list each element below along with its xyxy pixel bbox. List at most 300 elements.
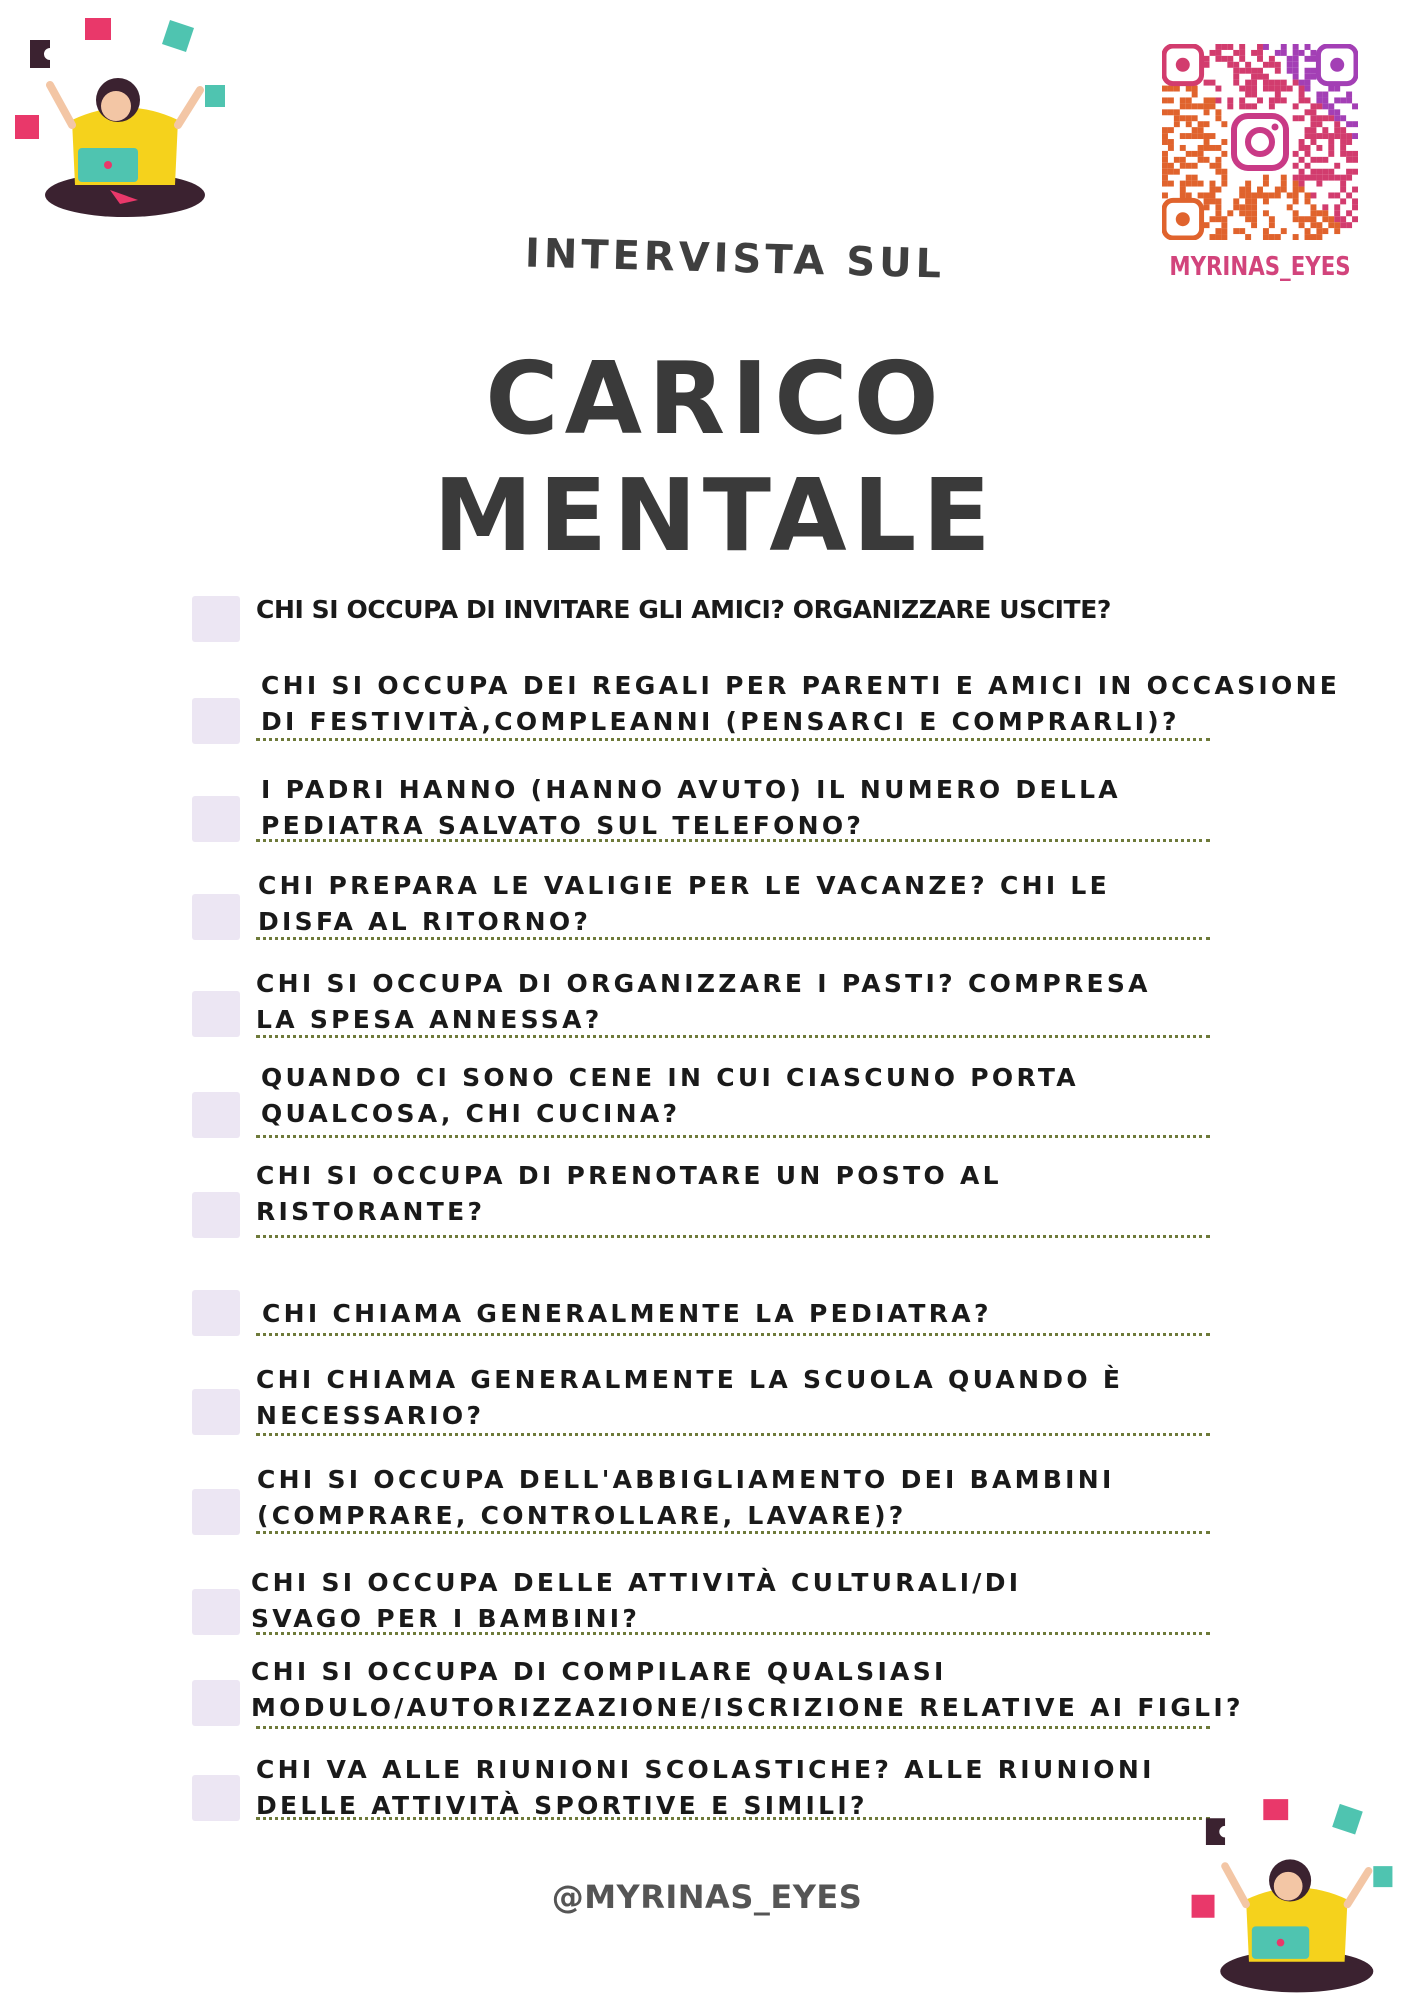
qr-module: [1281, 50, 1287, 56]
question-text: [256, 1158, 1002, 1230]
qr-module: [1281, 181, 1287, 187]
qr-module: [1269, 86, 1275, 92]
qr-module: [1316, 145, 1322, 151]
qr-module: [1239, 97, 1245, 103]
question-line: MODULO/AUTORIZZAZIONE/ISCRIZIONE RELATIVE AI FIGLI?: [251, 1693, 1244, 1722]
qr-module: [1328, 86, 1334, 92]
qr-module: [1257, 187, 1263, 193]
qr-module: [1180, 163, 1186, 169]
qr-module: [1334, 222, 1340, 228]
qr-module: [1322, 115, 1328, 121]
qr-module: [1215, 198, 1221, 204]
qr-module: [1316, 92, 1322, 98]
qr-module: [1328, 139, 1334, 145]
qr-module: [1310, 127, 1316, 133]
qr-module: [1239, 50, 1245, 56]
qr-module: [1227, 62, 1233, 68]
qr-module: [1192, 86, 1198, 92]
question-text: [256, 1752, 1155, 1824]
qr-module: [1322, 169, 1328, 175]
qr-module: [1334, 133, 1340, 139]
qr-module: [1275, 187, 1281, 193]
qr-module: [1239, 56, 1245, 62]
qr-module: [1186, 103, 1192, 109]
qr-module: [1245, 187, 1251, 193]
qr-module: [1334, 86, 1340, 92]
qr-module: [1227, 56, 1233, 62]
qr-module: [1334, 127, 1340, 133]
qr-module: [1210, 80, 1216, 86]
qr-module: [1221, 222, 1227, 228]
qr-module: [1221, 228, 1227, 234]
qr-module: [1269, 192, 1275, 198]
qr-module: [1322, 175, 1328, 181]
qr-module: [1162, 97, 1168, 103]
qr-module: [1239, 204, 1245, 210]
qr-module: [1293, 80, 1299, 86]
qr-finder-icon: [1164, 200, 1202, 238]
qr-module: [1221, 175, 1227, 181]
qr-module: [1251, 198, 1257, 204]
qr-module: [1352, 204, 1358, 210]
qr-module: [1162, 151, 1168, 157]
qr-module: [1263, 234, 1269, 240]
question-text: [261, 668, 1340, 740]
qr-module: [1245, 234, 1251, 240]
checkbox[interactable]: [192, 796, 240, 842]
qr-module: [1180, 97, 1186, 103]
qr-module: [1275, 68, 1281, 74]
qr-module: [1346, 222, 1352, 228]
qr-module: [1215, 56, 1221, 62]
qr-module: [1334, 109, 1340, 115]
qr-module: [1322, 204, 1328, 210]
qr-module: [1221, 216, 1227, 222]
qr-module: [1340, 145, 1346, 151]
qr-module: [1251, 86, 1257, 92]
qr-module: [1162, 139, 1168, 145]
checkbox[interactable]: [192, 596, 240, 642]
qr-module: [1239, 228, 1245, 234]
qr-module: [1192, 175, 1198, 181]
qr-module: [1310, 216, 1316, 222]
qr-module: [1310, 50, 1316, 56]
qr-module: [1204, 103, 1210, 109]
qr-module: [1275, 234, 1281, 240]
qr-module: [1352, 187, 1358, 193]
qr-module: [1340, 216, 1346, 222]
qr-module: [1162, 127, 1168, 133]
qr-module: [1162, 163, 1168, 169]
qr-module: [1310, 109, 1316, 115]
qr-module: [1322, 92, 1328, 98]
qr-module: [1316, 222, 1322, 228]
qr-module: [1281, 187, 1287, 193]
qr-module: [1186, 97, 1192, 103]
qr-module: [1204, 97, 1210, 103]
qr-module: [1299, 169, 1305, 175]
qr-module: [1281, 228, 1287, 234]
qr-module: [1299, 181, 1305, 187]
qr-module: [1204, 145, 1210, 151]
qr-module: [1275, 80, 1281, 86]
qr-module: [1162, 175, 1168, 181]
qr-module: [1210, 198, 1216, 204]
qr-module: [1310, 169, 1316, 175]
qr-module: [1340, 127, 1346, 133]
qr-module: [1215, 109, 1221, 115]
qr-module: [1192, 181, 1198, 187]
qr-module: [1221, 169, 1227, 175]
qr-module: [1310, 68, 1316, 74]
qr-module: [1251, 68, 1257, 74]
qr-module: [1198, 127, 1204, 133]
qr-module: [1245, 198, 1251, 204]
dotted-answer-line: [256, 1726, 1210, 1729]
qr-module: [1334, 216, 1340, 222]
qr-module: [1233, 74, 1239, 80]
qr-module: [1215, 145, 1221, 151]
qr-module: [1192, 133, 1198, 139]
qr-module: [1293, 50, 1299, 56]
qr-module: [1328, 175, 1334, 181]
qr-module: [1299, 175, 1305, 181]
qr-module: [1316, 175, 1322, 181]
qr-module: [1310, 222, 1316, 228]
qr-module: [1257, 97, 1263, 103]
qr-module: [1346, 133, 1352, 139]
qr-module: [1352, 157, 1358, 163]
qr-module: [1174, 157, 1180, 163]
qr-module: [1245, 216, 1251, 222]
qr-module: [1251, 50, 1257, 56]
instagram-handle: MYRINAS_EYES: [1169, 252, 1351, 282]
qr-module: [1275, 62, 1281, 68]
footer-handle: @MYRINAS_EYES: [551, 1878, 863, 1916]
qr-module: [1204, 62, 1210, 68]
question-text: [256, 592, 1111, 628]
qr-module: [1352, 216, 1358, 222]
qr-module: [1257, 56, 1263, 62]
qr-module: [1352, 103, 1358, 109]
qr-module: [1310, 121, 1316, 127]
qr-module: [1346, 151, 1352, 157]
checkbox[interactable]: [192, 1389, 240, 1435]
qr-module: [1322, 127, 1328, 133]
qr-module: [1263, 175, 1269, 181]
qr-module: [1215, 157, 1221, 163]
qr-module: [1180, 133, 1186, 139]
instagram-icon: [1234, 116, 1286, 168]
qr-module: [1233, 68, 1239, 74]
qr-module: [1215, 86, 1221, 92]
checkbox[interactable]: [192, 1489, 240, 1535]
checkbox[interactable]: [192, 1680, 240, 1726]
qr-module: [1281, 44, 1287, 50]
qr-module: [1293, 210, 1299, 216]
qr-module: [1245, 92, 1251, 98]
qr-module: [1204, 56, 1210, 62]
qr-module: [1186, 115, 1192, 121]
qr-module: [1257, 68, 1263, 74]
qr-module: [1215, 50, 1221, 56]
qr-module: [1215, 163, 1221, 169]
qr-module: [1245, 204, 1251, 210]
qr-module: [1334, 204, 1340, 210]
qr-module: [1251, 216, 1257, 222]
question-text: [257, 1462, 1115, 1534]
qr-module: [1316, 103, 1322, 109]
qr-module: [1227, 210, 1233, 216]
qr-module: [1215, 115, 1221, 121]
question-text: [258, 868, 1110, 940]
qr-module: [1180, 145, 1186, 151]
checkbox[interactable]: [192, 1092, 240, 1138]
qr-module: [1162, 109, 1168, 115]
qr-module: [1233, 80, 1239, 86]
qr-module: [1269, 62, 1275, 68]
qr-module: [1174, 86, 1180, 92]
qr-module: [1334, 97, 1340, 103]
checkbox[interactable]: [192, 1192, 240, 1238]
qr-module: [1287, 62, 1293, 68]
question-line: DISFA AL RITORNO?: [258, 907, 592, 936]
qr-module: [1227, 44, 1233, 50]
qr-module: [1328, 151, 1334, 157]
qr-module: [1310, 56, 1316, 62]
qr-module: [1293, 187, 1299, 193]
dotted-answer-line: [256, 1333, 1210, 1336]
qr-module: [1168, 86, 1174, 92]
dotted-answer-line: [256, 1035, 1210, 1038]
qr-module: [1210, 97, 1216, 103]
qr-module: [1192, 127, 1198, 133]
qr-module: [1340, 175, 1346, 181]
qr-module: [1215, 234, 1221, 240]
qr-module: [1210, 234, 1216, 240]
qr-module: [1162, 86, 1168, 92]
qr-module: [1168, 163, 1174, 169]
qr-module: [1299, 216, 1305, 222]
qr-module: [1204, 139, 1210, 145]
qr-module: [1263, 86, 1269, 92]
qr-module: [1245, 181, 1251, 187]
question-line: SVAGO PER I BAMBINI?: [251, 1604, 641, 1633]
qr-module: [1299, 97, 1305, 103]
qr-module: [1310, 115, 1316, 121]
qr-module: [1352, 121, 1358, 127]
qr-module: [1275, 192, 1281, 198]
qr-module: [1269, 234, 1275, 240]
qr-module: [1215, 216, 1221, 222]
qr-module: [1186, 133, 1192, 139]
qr-module: [1251, 204, 1257, 210]
qr-module: [1293, 62, 1299, 68]
qr-module: [1263, 210, 1269, 216]
qr-module: [1245, 103, 1251, 109]
qr-module: [1340, 97, 1346, 103]
qr-module: [1204, 133, 1210, 139]
checkbox[interactable]: [192, 894, 240, 940]
qr-module: [1186, 181, 1192, 187]
qr-module: [1221, 234, 1227, 240]
qr-module: [1293, 103, 1299, 109]
qr-module: [1198, 121, 1204, 127]
question-line: (COMPRARE, CONTROLLARE, LAVARE)?: [257, 1501, 907, 1530]
qr-module: [1162, 192, 1168, 198]
qr-module: [1322, 216, 1328, 222]
qr-module: [1239, 44, 1245, 50]
qr-module: [1293, 44, 1299, 50]
qr-module: [1210, 145, 1216, 151]
qr-module: [1316, 157, 1322, 163]
qr-module: [1346, 175, 1352, 181]
page-subtitle: INTERVISTA SUL: [524, 230, 946, 288]
qr-module: [1299, 157, 1305, 163]
qr-module: [1239, 68, 1245, 74]
qr-module: [1204, 80, 1210, 86]
qr-module: [1215, 204, 1221, 210]
qr-module: [1310, 157, 1316, 163]
qr-module: [1204, 157, 1210, 163]
qr-module: [1322, 228, 1328, 234]
question-line: CHI SI OCCUPA DEI REGALI PER PARENTI E AMICI IN OCCASIONE: [261, 671, 1341, 700]
qr-module: [1352, 198, 1358, 204]
qr-module: [1305, 74, 1311, 80]
qr-module: [1310, 103, 1316, 109]
qr-module: [1281, 80, 1287, 86]
qr-module: [1210, 163, 1216, 169]
qr-module: [1305, 198, 1311, 204]
qr-module: [1192, 163, 1198, 169]
qr-module: [1168, 139, 1174, 145]
question-line: CHI SI OCCUPA DI COMPILARE QUALSIASI: [251, 1657, 947, 1686]
dotted-answer-line: [256, 1135, 1210, 1138]
qr-module: [1186, 86, 1192, 92]
qr-module: [1162, 157, 1168, 163]
qr-module: [1310, 192, 1316, 198]
qr-module: [1245, 192, 1251, 198]
qr-module: [1293, 234, 1299, 240]
qr-module: [1263, 198, 1269, 204]
qr-module: [1346, 210, 1352, 216]
qr-module: [1221, 181, 1227, 187]
qr-module: [1221, 151, 1227, 157]
qr-module: [1269, 222, 1275, 228]
question-text: [256, 1362, 1123, 1434]
qr-module: [1310, 175, 1316, 181]
qr-module: [1316, 234, 1322, 240]
qr-module: [1299, 222, 1305, 228]
qr-module: [1340, 151, 1346, 157]
qr-module: [1198, 133, 1204, 139]
qr-module: [1328, 169, 1334, 175]
qr-module: [1287, 86, 1293, 92]
qr-module: [1322, 157, 1328, 163]
checkbox[interactable]: [192, 1290, 240, 1336]
qr-module: [1340, 198, 1346, 204]
qr-module: [1269, 216, 1275, 222]
qr-module: [1180, 187, 1186, 193]
qr-module: [1210, 50, 1216, 56]
question-line: CHI VA ALLE RIUNIONI SCOLASTICHE? ALLE RIUNIONI: [256, 1755, 1155, 1784]
qr-module: [1198, 157, 1204, 163]
checkbox[interactable]: [192, 1589, 240, 1635]
checkbox[interactable]: [192, 1775, 240, 1821]
qr-module: [1192, 115, 1198, 121]
qr-module: [1174, 109, 1180, 115]
qr-module: [1310, 234, 1316, 240]
qr-module: [1168, 127, 1174, 133]
qr-module: [1227, 97, 1233, 103]
question-line: NECESSARIO?: [256, 1401, 485, 1430]
qr-module: [1310, 204, 1316, 210]
qr-module: [1346, 97, 1352, 103]
qr-module: [1316, 169, 1322, 175]
qr-module: [1293, 175, 1299, 181]
qr-module: [1281, 86, 1287, 92]
qr-module: [1269, 97, 1275, 103]
qr-module: [1263, 181, 1269, 187]
qr-module: [1275, 50, 1281, 56]
qr-module: [1263, 74, 1269, 80]
qr-module: [1305, 216, 1311, 222]
checkbox[interactable]: [192, 698, 240, 744]
qr-module: [1328, 133, 1334, 139]
qr-module: [1334, 192, 1340, 198]
qr-module: [1162, 133, 1168, 139]
qr-module: [1334, 210, 1340, 216]
qr-module: [1245, 210, 1251, 216]
dotted-answer-line: [256, 839, 1210, 842]
qr-module: [1299, 50, 1305, 56]
qr-module: [1299, 80, 1305, 86]
checkbox[interactable]: [192, 991, 240, 1037]
qr-module: [1334, 115, 1340, 121]
qr-module: [1316, 97, 1322, 103]
qr-module: [1287, 204, 1293, 210]
qr-module: [1340, 222, 1346, 228]
qr-module: [1210, 103, 1216, 109]
qr-module: [1293, 68, 1299, 74]
qr-module: [1293, 115, 1299, 121]
qr-module: [1263, 228, 1269, 234]
qr-module: [1257, 192, 1263, 198]
qr-module: [1346, 139, 1352, 145]
qr-module: [1263, 80, 1269, 86]
qr-module: [1334, 175, 1340, 181]
qr-module: [1180, 103, 1186, 109]
qr-module: [1198, 192, 1204, 198]
qr-module: [1287, 68, 1293, 74]
qr-module: [1293, 163, 1299, 169]
qr-module: [1322, 97, 1328, 103]
dotted-answer-line: [256, 1817, 1210, 1820]
qr-module: [1310, 133, 1316, 139]
qr-module: [1352, 169, 1358, 175]
qr-module: [1346, 192, 1352, 198]
question-line: CHI SI OCCUPA DELLE ATTIVITÀ CULTURALI/DI: [251, 1568, 1022, 1597]
qr-module: [1192, 103, 1198, 109]
qr-module: [1275, 92, 1281, 98]
qr-module: [1305, 109, 1311, 115]
qr-module: [1186, 192, 1192, 198]
qr-module: [1269, 80, 1275, 86]
qr-module: [1257, 44, 1263, 50]
qr-module: [1299, 139, 1305, 145]
qr-module: [1245, 68, 1251, 74]
qr-module: [1346, 92, 1352, 98]
